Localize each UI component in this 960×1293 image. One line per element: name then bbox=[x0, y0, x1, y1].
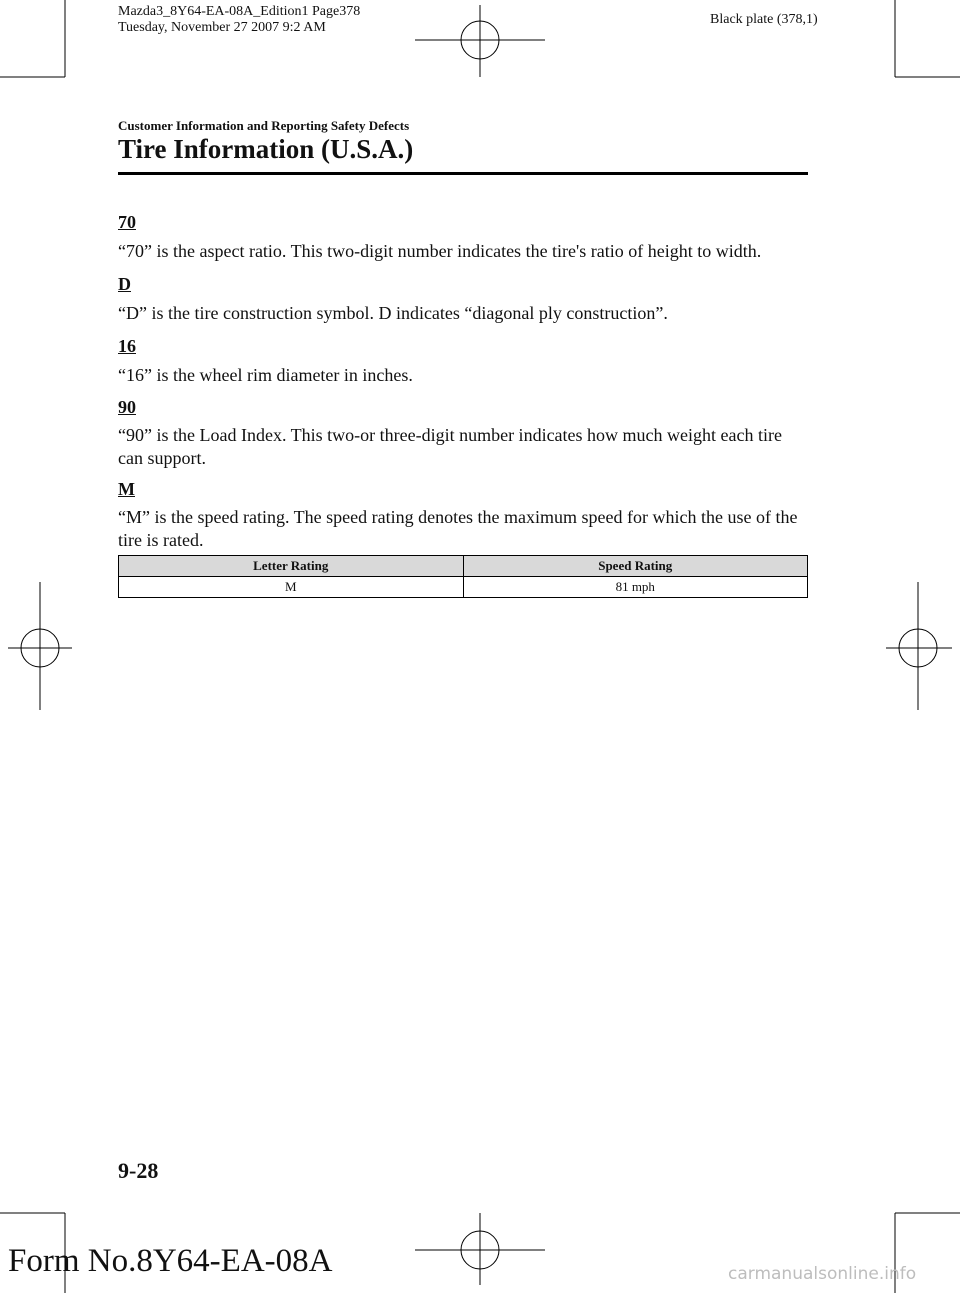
item-text-m: “M” is the speed rating. The speed rating denotes the maximum speed for which the use of the tire is rated. bbox=[118, 507, 798, 550]
item-head-16: 16 bbox=[118, 336, 136, 356]
section-label: Customer Information and Reporting Safety Defects bbox=[118, 118, 410, 133]
title-rule bbox=[118, 172, 808, 175]
page-title: Tire Information (U.S.A.) bbox=[118, 134, 414, 164]
file-info bbox=[118, 4, 360, 36]
watermark: carmanualsonline.info bbox=[728, 1264, 917, 1284]
item-text-d: “D” is the tire construction symbol. D indicates “diagonal ply construction”. bbox=[118, 303, 668, 323]
item-text-16: “16” is the wheel rim diameter in inches. bbox=[118, 365, 413, 385]
item-head-90: 90 bbox=[118, 397, 136, 417]
speed-rating-table bbox=[118, 555, 808, 598]
item-text-70: “70” is the aspect ratio. This two-digit number indicates the tire's ratio of height to width. bbox=[118, 241, 762, 261]
table-cell-letter: M bbox=[119, 577, 464, 598]
item-head-m: M bbox=[118, 479, 135, 499]
plate-label: Black plate (378,1) bbox=[710, 12, 818, 27]
form-number: Form No.8Y64-EA-08A bbox=[8, 1243, 333, 1279]
column-header-letter-rating: Letter Rating bbox=[119, 556, 464, 577]
item-head-70: 70 bbox=[118, 212, 136, 232]
file-line: Mazda3_8Y64-EA-08A_Edition1 Page378 bbox=[118, 4, 361, 19]
table-header-row bbox=[119, 556, 808, 577]
table-cell-speed: 81 mph bbox=[463, 577, 808, 598]
date-line: Tuesday, November 27 2007 9:2 AM bbox=[118, 20, 326, 35]
column-header-speed-rating: Speed Rating bbox=[463, 556, 808, 577]
page-number: 9-28 bbox=[118, 1158, 159, 1183]
item-text-90: “90” is the Load Index. This two-or three-digit number indicates how much weight each tire can support. bbox=[118, 425, 782, 468]
table-row bbox=[119, 577, 808, 598]
item-head-d: D bbox=[118, 274, 131, 294]
